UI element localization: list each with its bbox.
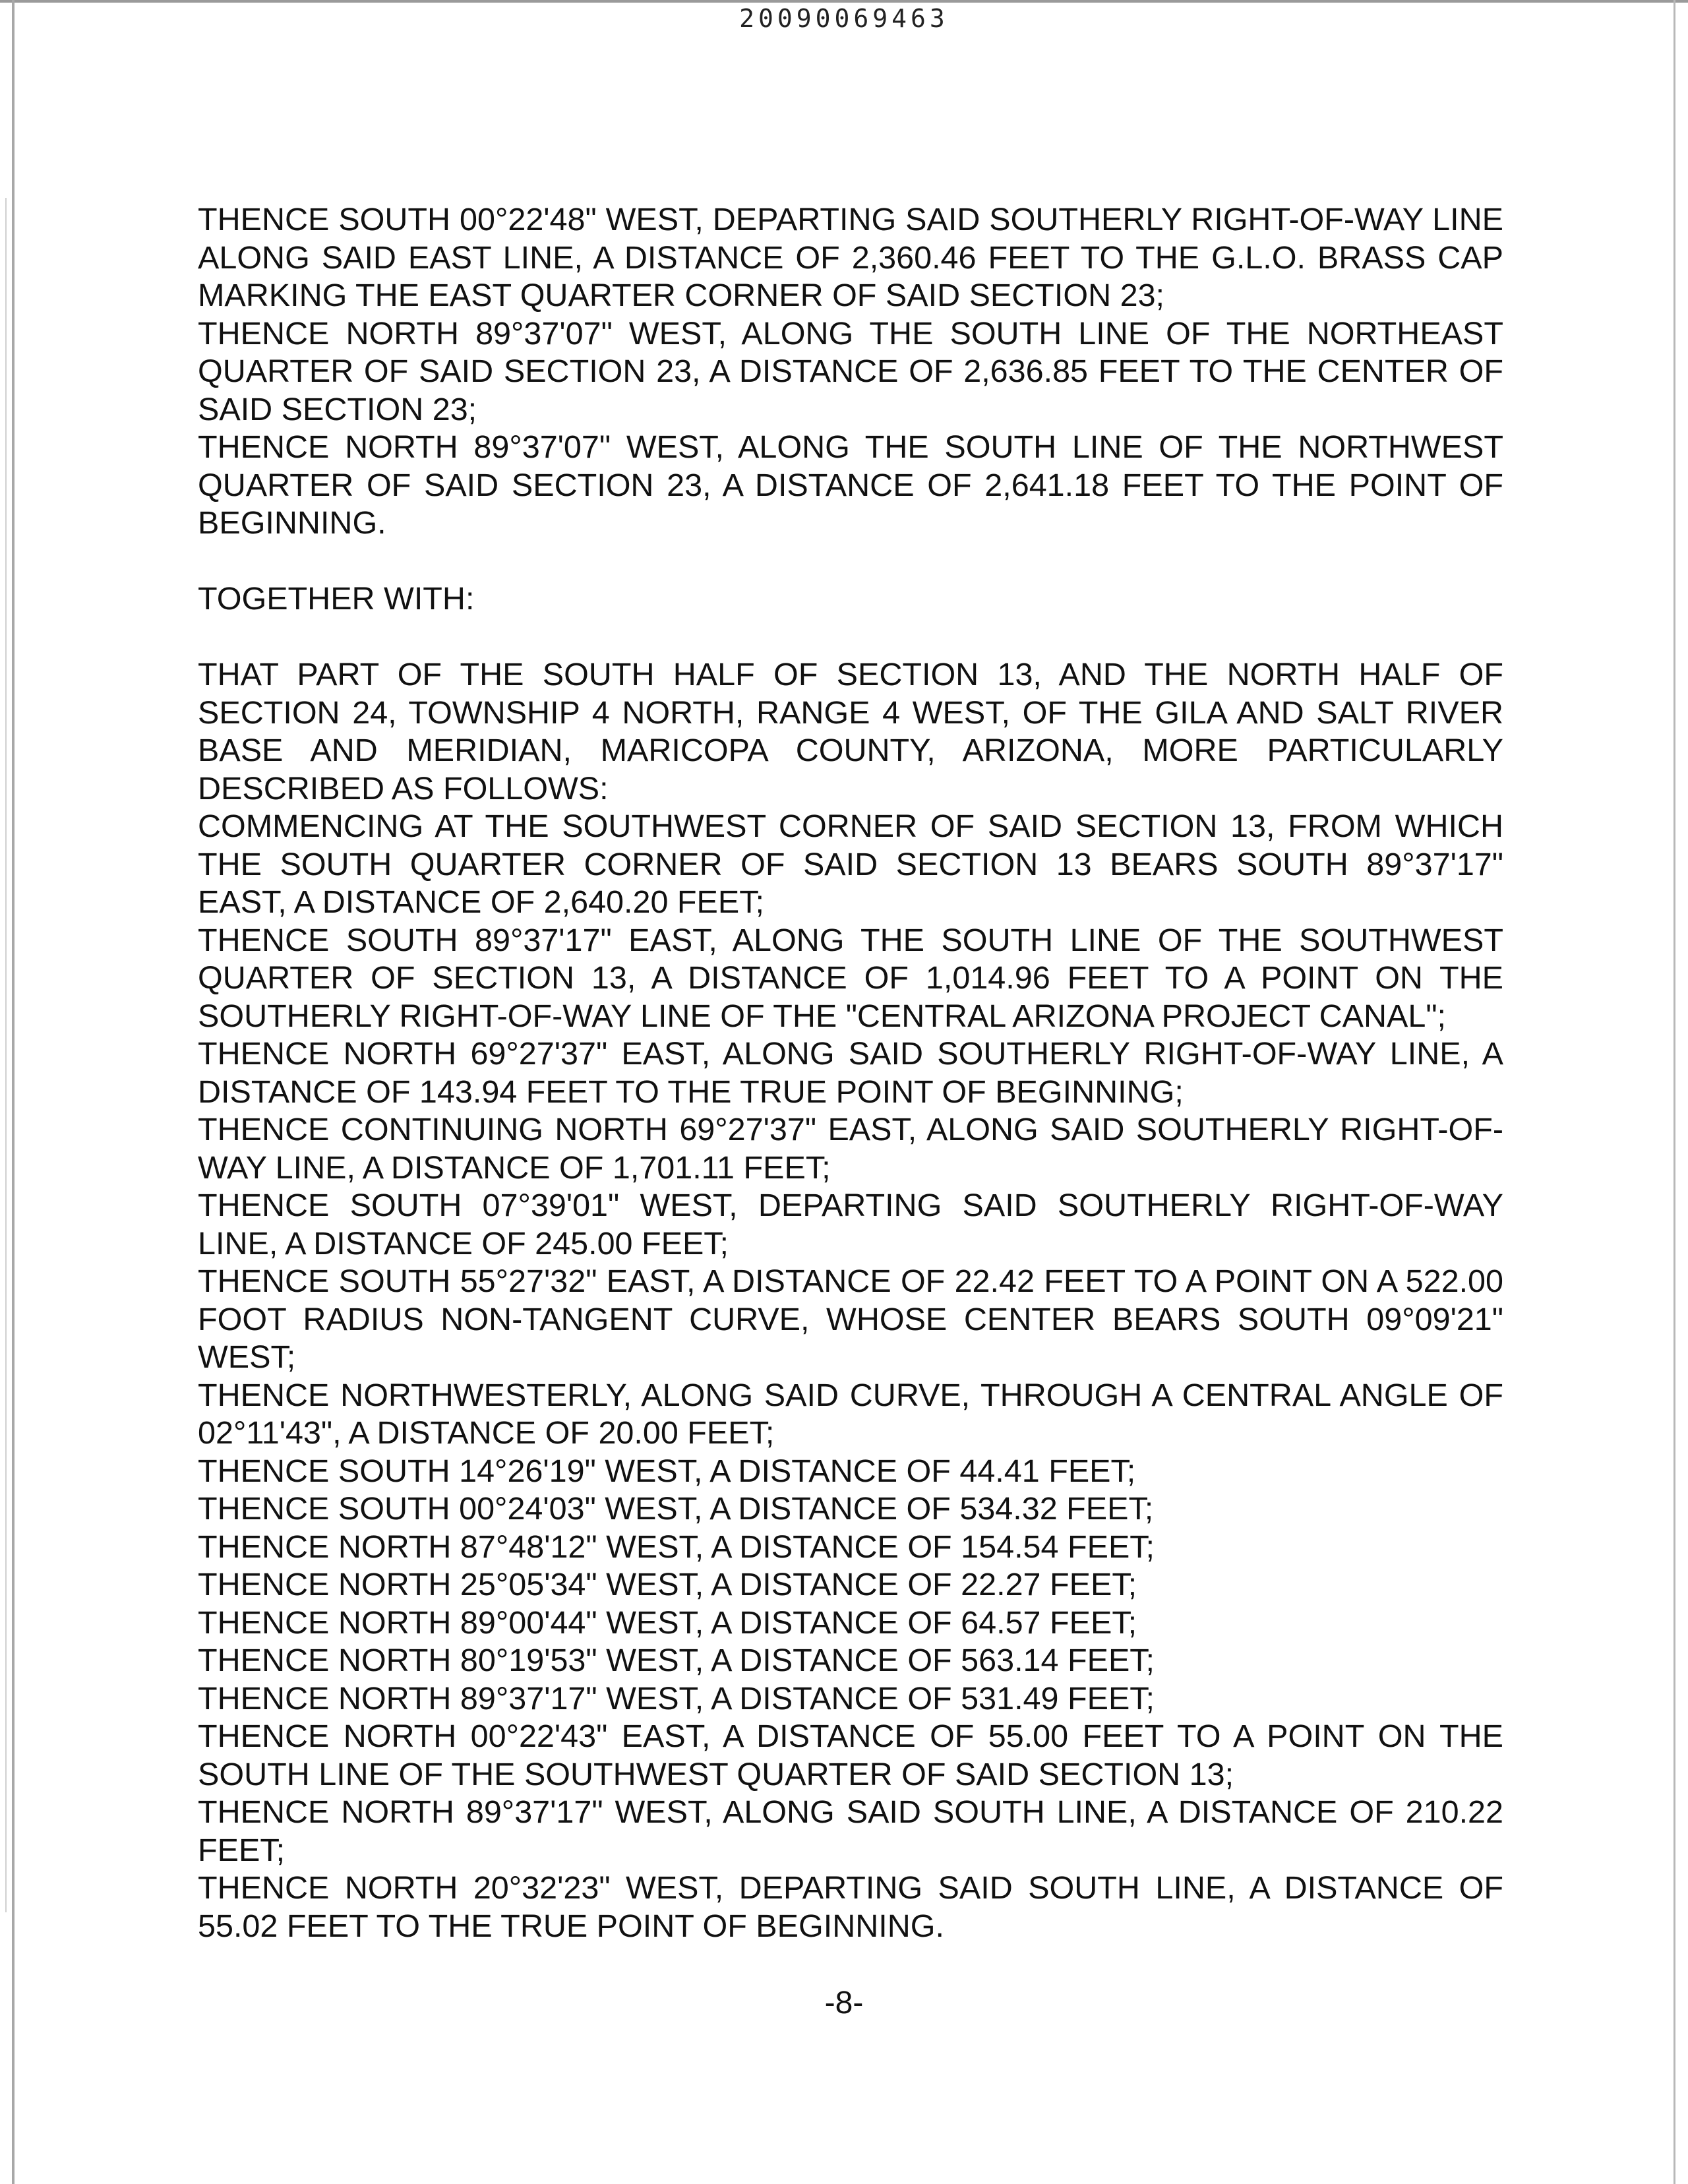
scan-edge-left-inner: [5, 198, 7, 1912]
paragraph: THENCE CONTINUING NORTH 69°27'37" EAST, ALONG SAID SOUTHERLY RIGHT-OF-WAY LINE, A DISTANCE OF 1,701.11 FEET;: [198, 1112, 1503, 1186]
scan-edge-left: [12, 0, 15, 2184]
paragraph: THENCE NORTH 20°32'23" WEST, DEPARTING SAID SOUTH LINE, A DISTANCE OF 55.02 FEET TO THE TRUE POINT OF BEGINNING.: [198, 1870, 1503, 1944]
paragraph: THAT PART OF THE SOUTH HALF OF SECTION 13, AND THE NORTH HALF OF SECTION 24, TOWNSHIP 4 NORTH, RANGE 4 WEST, OF THE GILA AND SALT RIVER BASE AND MERIDIAN, MARICOPA COUNTY, ARIZONA, MORE PARTICULARLY DESCRIBED AS FOLLOWS:: [198, 657, 1503, 806]
paragraph: THENCE NORTH 87°48'12" WEST, A DISTANCE OF 154.54 FEET;: [198, 1529, 1155, 1565]
page-number: -8-: [824, 1986, 864, 2020]
paragraph: THENCE SOUTH 55°27'32" EAST, A DISTANCE OF 22.42 FEET TO A POINT ON A 522.00 FOOT RADIUS NON-TANGENT CURVE, WHOSE CENTER BEARS SOUTH 09°09'21" WEST;: [198, 1263, 1503, 1375]
paragraph: THENCE NORTH 80°19'53" WEST, A DISTANCE OF 563.14 FEET;: [198, 1643, 1155, 1678]
paragraph-gap: [198, 543, 1503, 581]
paragraph: COMMENCING AT THE SOUTHWEST CORNER OF SAID SECTION 13, FROM WHICH THE SOUTH QUARTER CORNER OF SAID SECTION 13 BEARS SOUTH 89°37'17" EAST, A DISTANCE OF 2,640.20 FEET;: [198, 808, 1503, 920]
paragraph: THENCE NORTH 89°37'17" WEST, ALONG SAID SOUTH LINE, A DISTANCE OF 210.22 FEET;: [198, 1794, 1503, 1868]
paragraph: THENCE SOUTH 89°37'17" EAST, ALONG THE SOUTH LINE OF THE SOUTHWEST QUARTER OF SECTION 13, A DISTANCE OF 1,014.96 FEET TO A POINT ON THE SOUTHERLY RIGHT-OF-WAY LINE OF THE "CENTRAL ARIZONA PROJECT CANAL";: [198, 922, 1503, 1034]
paragraph: THENCE NORTH 69°27'37" EAST, ALONG SAID SOUTHERLY RIGHT-OF-WAY LINE, A DISTANCE OF 143.94 FEET TO THE TRUE POINT OF BEGINNING;: [198, 1036, 1503, 1110]
paragraph: THENCE NORTH 00°22'43" EAST, A DISTANCE OF 55.00 FEET TO A POINT ON THE SOUTH LINE OF THE SOUTHWEST QUARTER OF SAID SECTION 13;: [198, 1718, 1503, 1792]
paragraph: THENCE NORTHWESTERLY, ALONG SAID CURVE, THROUGH A CENTRAL ANGLE OF 02°11'43", A DISTANCE OF 20.00 FEET;: [198, 1377, 1503, 1451]
paragraph: THENCE NORTH 89°37'07" WEST, ALONG THE SOUTH LINE OF THE NORTHWEST QUARTER OF SAID SECTION 23, A DISTANCE OF 2,641.18 FEET TO THE POINT OF BEGINNING.: [198, 429, 1503, 541]
paragraph: THENCE NORTH 25°05'34" WEST, A DISTANCE OF 22.27 FEET;: [198, 1567, 1137, 1602]
together-with-heading: TOGETHER WITH:: [198, 581, 475, 617]
paragraph: THENCE NORTH 89°37'17" WEST, A DISTANCE OF 531.49 FEET;: [198, 1680, 1155, 1716]
paragraph: THENCE SOUTH 00°22'48" WEST, DEPARTING SAID SOUTHERLY RIGHT-OF-WAY LINE ALONG SAID EAST LINE, A DISTANCE OF 2,360.46 FEET TO THE G.L.O. BRASS CAP MARKING THE EAST QUARTER CORNER OF SAID SECTION 23;: [198, 202, 1503, 313]
paragraph: THENCE SOUTH 00°24'03" WEST, A DISTANCE OF 534.32 FEET;: [198, 1491, 1154, 1527]
scan-edge-top: [0, 0, 1688, 3]
scan-edge-right: [1673, 0, 1675, 2184]
paragraph: THENCE SOUTH 14°26'19" WEST, A DISTANCE OF 44.41 FEET;: [198, 1453, 1136, 1489]
paragraph: THENCE NORTH 89°00'44" WEST, A DISTANCE OF 64.57 FEET;: [198, 1604, 1137, 1641]
paragraph: THENCE NORTH 89°37'07" WEST, ALONG THE SOUTH LINE OF THE NORTHEAST QUARTER OF SAID SECTION 23, A DISTANCE OF 2,636.85 FEET TO THE CENTER OF SAID SECTION 23;: [198, 315, 1503, 427]
paragraph: THENCE SOUTH 07°39'01" WEST, DEPARTING SAID SOUTHERLY RIGHT-OF-WAY LINE, A DISTANCE OF 245.00 FEET;: [198, 1188, 1503, 1261]
document-number: 20090069463: [739, 4, 949, 33]
legal-description: [198, 201, 1503, 1945]
paragraph-gap: [198, 619, 1503, 657]
